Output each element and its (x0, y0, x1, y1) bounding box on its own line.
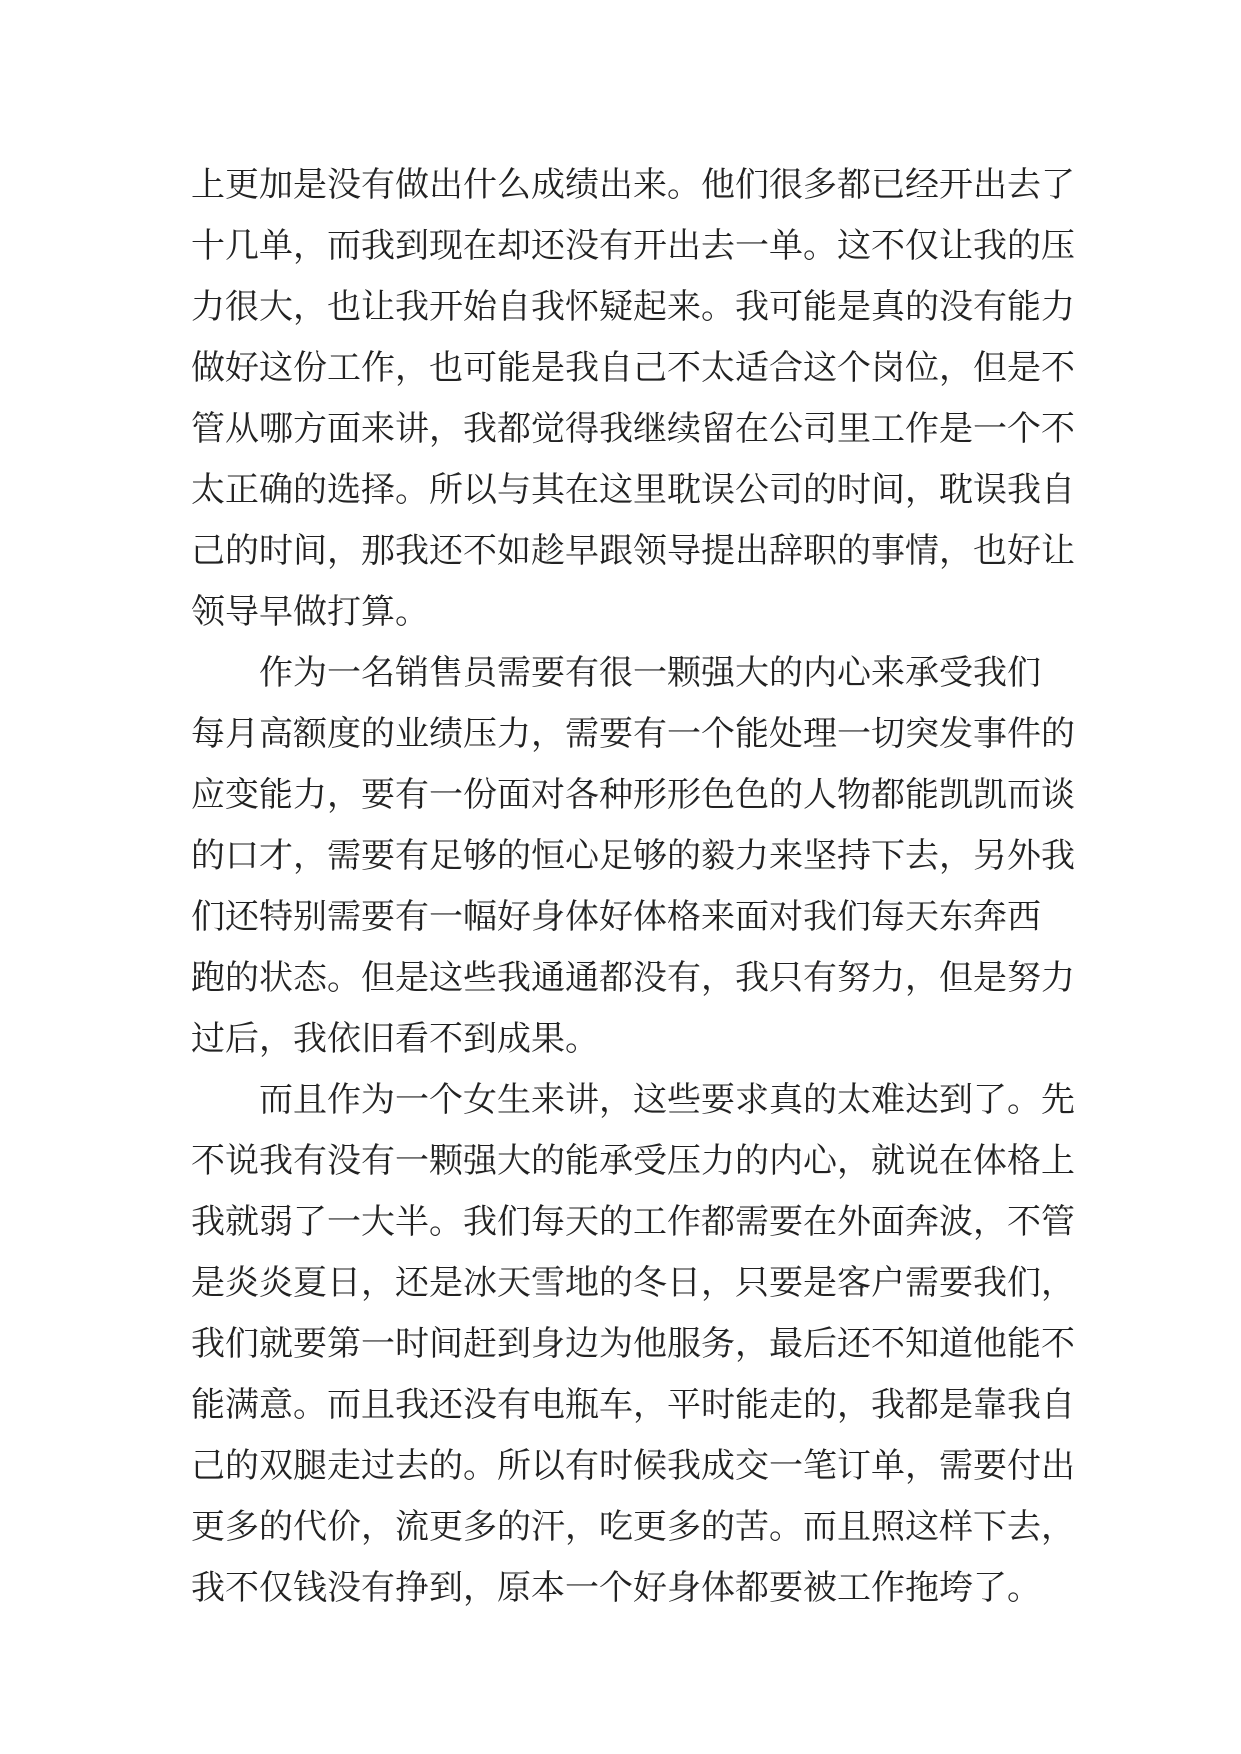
text-line: 能满意。而且我还没有电瓶车，平时能走的，我都是靠我自 (191, 1385, 1075, 1425)
text-line: 是炎炎夏日，还是冰天雪地的冬日，只要是客户需要我们， (191, 1263, 1075, 1303)
text-line: 的口才，需要有足够的恒心足够的毅力来坚持下去，另外我 (191, 836, 1075, 876)
text-line: 每月高额度的业绩压力，需要有一个能处理一切突发事件的 (191, 714, 1075, 754)
body-text (191, 155, 1075, 1619)
text-line: 十几单，而我到现在却还没有开出去一单。这不仅让我的压 (191, 226, 1075, 266)
text-line: 做好这份工作，也可能是我自己不太适合这个岗位，但是不 (191, 348, 1075, 388)
text-line: 过后，我依旧看不到成果。 (191, 1019, 599, 1059)
text-line: 管从哪方面来讲，我都觉得我继续留在公司里工作是一个不 (191, 409, 1075, 449)
text-line: 领导早做打算。 (191, 592, 429, 632)
text-line: 我不仅钱没有挣到，原本一个好身体都要被工作拖垮了。 (191, 1568, 1041, 1608)
text-line: 应变能力，要有一份面对各种形形色色的人物都能凯凯而谈 (191, 775, 1075, 815)
text-line: 我们就要第一时间赶到身边为他服务，最后还不知道他能不 (191, 1324, 1075, 1364)
text-line: 上更加是没有做出什么成绩出来。他们很多都已经开出去了 (191, 165, 1075, 205)
text-line: 更多的代价，流更多的汗，吃更多的苦。而且照这样下去， (191, 1507, 1075, 1547)
text-line: 跑的状态。但是这些我通通都没有，我只有努力，但是努力 (191, 958, 1075, 998)
text-line: 己的时间，那我还不如趁早跟领导提出辞职的事情，也好让 (191, 531, 1075, 571)
paragraph-first-line: 作为一名销售员需要有很一颗强大的内心来承受我们 (259, 653, 1041, 693)
text-line: 们还特别需要有一幅好身体好体格来面对我们每天东奔西 (191, 897, 1041, 937)
text-line: 我就弱了一大半。我们每天的工作都需要在外面奔波，不管 (191, 1202, 1075, 1242)
text-line: 己的双腿走过去的。所以有时候我成交一笔订单，需要付出 (191, 1446, 1075, 1486)
text-line: 太正确的选择。所以与其在这里耽误公司的时间，耽误我自 (191, 470, 1075, 510)
text-line: 力很大，也让我开始自我怀疑起来。我可能是真的没有能力 (191, 287, 1075, 327)
text-line: 不说我有没有一颗强大的能承受压力的内心，就说在体格上 (191, 1141, 1075, 1181)
paragraph-first-line: 而且作为一个女生来讲，这些要求真的太难达到了。先 (259, 1080, 1075, 1120)
